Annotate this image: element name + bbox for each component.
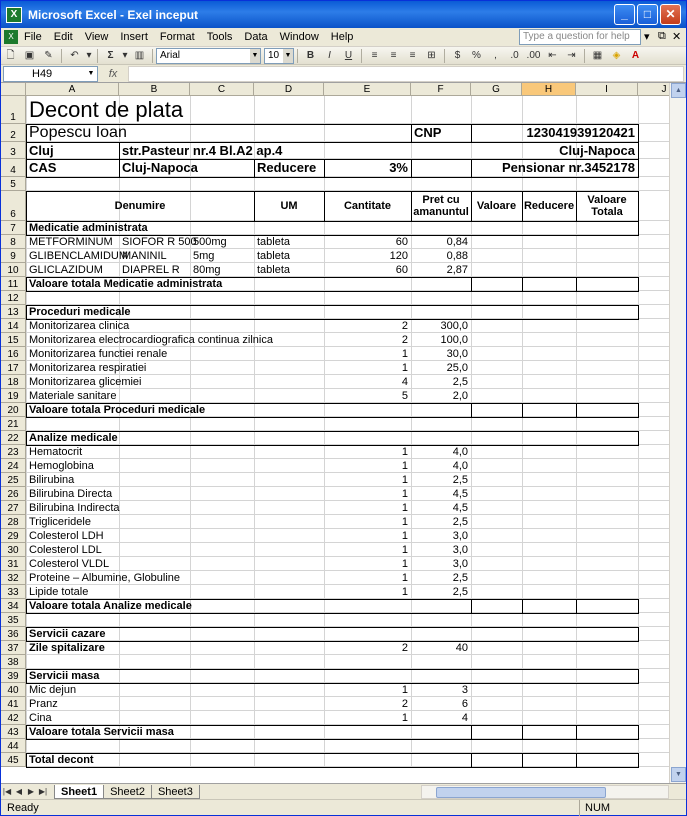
row-header[interactable]: 30 — [1, 543, 26, 557]
cell-f29[interactable]: 3,0 — [452, 530, 468, 542]
cell-f32[interactable]: 2,5 — [452, 572, 468, 584]
cell-border — [522, 599, 523, 613]
cell-a8[interactable]: METFORMINUM — [29, 236, 113, 248]
cell-border — [576, 753, 577, 767]
cell-e41[interactable]: 2 — [401, 698, 408, 710]
cell-a16[interactable]: Monitorizarea functiei renale — [29, 348, 168, 360]
cell-border — [638, 124, 639, 177]
cell-f31[interactable]: 3,0 — [452, 558, 468, 570]
cell-i6[interactable]: Valoare Totala — [587, 194, 627, 218]
cell-g6[interactable]: Valoare — [476, 200, 517, 212]
cell-border — [26, 669, 639, 670]
cell-border — [638, 277, 639, 291]
row-header[interactable]: 18 — [1, 375, 26, 389]
cell-border — [522, 277, 523, 291]
cell-e10[interactable]: 60 — [395, 264, 408, 276]
window-title: Microsoft Excel - Exel inceput — [28, 7, 199, 22]
menu-tools[interactable]: Tools — [206, 31, 233, 43]
cell-border — [638, 403, 639, 417]
row-header[interactable]: 24 — [1, 459, 26, 473]
row-header[interactable]: 26 — [1, 487, 26, 501]
row-header[interactable]: 2 — [1, 124, 26, 142]
cell-a13[interactable]: Proceduri medicale — [29, 306, 131, 318]
row-header[interactable]: 6 — [1, 191, 26, 221]
cell-border — [26, 767, 639, 768]
prev-sheet-icon[interactable]: ◀ — [15, 787, 23, 796]
chevron-down-icon: ▼ — [250, 49, 260, 63]
cell-border — [26, 613, 639, 614]
scroll-down-icon[interactable]: ▼ — [671, 767, 686, 782]
menu-data[interactable]: Data — [244, 31, 268, 43]
cell-a17[interactable]: Monitorizarea respiratiei — [29, 362, 147, 374]
row-header[interactable]: 42 — [1, 711, 26, 725]
cell-c8[interactable]: 500mg — [193, 236, 227, 248]
cell-a11[interactable]: Valoare totala Medicatie administrata — [29, 278, 223, 290]
cell-e31[interactable]: 1 — [401, 558, 408, 570]
cell-a1[interactable]: Decont de plata — [29, 97, 184, 122]
minimize-button[interactable]: _ — [614, 4, 635, 25]
cell-f10[interactable]: 2,87 — [446, 264, 468, 276]
align-left-icon[interactable]: ≡ — [371, 49, 378, 61]
close-button[interactable]: ✕ — [660, 4, 681, 25]
status-text: Ready — [7, 802, 39, 814]
cell-a26[interactable]: Bilirubina Directa — [29, 488, 113, 500]
row-header[interactable]: 7 — [1, 221, 26, 235]
row-header[interactable]: 1 — [1, 96, 26, 124]
cell-border — [471, 753, 472, 767]
cell-f42[interactable]: 4 — [461, 712, 468, 724]
cell-border — [522, 725, 523, 739]
menu-format[interactable]: Format — [159, 31, 195, 43]
cell-e32[interactable]: 1 — [401, 572, 408, 584]
cell-border — [471, 277, 472, 291]
cell-e29[interactable]: 1 — [401, 530, 408, 542]
cell-a10[interactable]: GLICLAZIDUM — [29, 264, 103, 276]
cell-a4[interactable]: CAS — [29, 160, 57, 175]
help-search-input[interactable]: Type a question for help — [519, 29, 641, 45]
select-all-corner[interactable] — [1, 83, 26, 96]
cell-h6[interactable]: Reducere — [523, 200, 575, 212]
cell-border — [471, 403, 472, 417]
cell-f25[interactable]: 2,5 — [452, 474, 468, 486]
cell-b9[interactable]: MANINIL — [122, 250, 167, 262]
cell-f19[interactable]: 2,0 — [452, 390, 468, 402]
row-header[interactable]: 9 — [1, 249, 26, 263]
row-header[interactable]: 21 — [1, 417, 26, 431]
cell-border — [522, 753, 523, 767]
fx-icon[interactable]: fx — [108, 67, 118, 80]
cell-a39[interactable]: Servicii masa — [29, 670, 100, 682]
cell-c10[interactable]: 80mg — [193, 264, 221, 276]
increase-decimal-icon[interactable]: .0 — [510, 49, 519, 61]
menu-bar — [1, 28, 686, 47]
chart-wizard-icon[interactable]: ▥ — [134, 49, 145, 61]
cell-f41[interactable]: 6 — [461, 698, 468, 710]
row-header[interactable]: 22 — [1, 431, 26, 445]
cell-border — [638, 725, 639, 739]
cell-c9[interactable]: 5mg — [193, 250, 215, 262]
cell-a32[interactable]: Proteine – Albumine, Globuline — [29, 572, 181, 584]
sheet-tab-sheet1[interactable]: Sheet1 — [54, 785, 104, 799]
restore-workbook-icon[interactable]: ⧉ — [658, 30, 666, 42]
status-bar — [1, 799, 686, 815]
fill-color-icon[interactable]: ◈ — [612, 49, 621, 61]
cell-gi2[interactable]: 123041939120421 — [526, 125, 635, 140]
cell-e6[interactable]: Cantitate — [343, 200, 392, 212]
row-header[interactable]: 32 — [1, 571, 26, 585]
cell-f24[interactable]: 4,0 — [452, 460, 468, 472]
cell-d4[interactable]: Reducere — [257, 160, 317, 175]
cell-border — [638, 599, 639, 613]
align-right-icon[interactable]: ≡ — [409, 49, 416, 61]
row-header[interactable]: 25 — [1, 473, 26, 487]
cell-e33[interactable]: 1 — [401, 586, 408, 598]
row-header[interactable]: 14 — [1, 319, 26, 333]
name-box[interactable]: H49 ▼ — [3, 66, 98, 82]
row-header[interactable]: 10 — [1, 263, 26, 277]
row-header[interactable]: 11 — [1, 277, 26, 291]
cell-border — [471, 599, 472, 613]
outdent-icon[interactable]: ⇤ — [548, 49, 557, 61]
cell-f40[interactable]: 3 — [461, 684, 468, 696]
first-sheet-icon[interactable]: |◀ — [2, 787, 12, 796]
new-icon[interactable]: 🗋 — [6, 49, 15, 61]
font-color-icon[interactable]: A — [631, 49, 640, 61]
cell-e23[interactable]: 1 — [401, 446, 408, 458]
row-header[interactable]: 27 — [1, 501, 26, 515]
cell-f30[interactable]: 3,0 — [452, 544, 468, 556]
row-header[interactable]: 39 — [1, 669, 26, 683]
sheet-tab-sheet2[interactable]: Sheet2 — [103, 785, 152, 799]
cell-f16[interactable]: 30,0 — [446, 348, 468, 360]
excel-app-icon[interactable]: X — [6, 7, 22, 23]
row-header[interactable]: 40 — [1, 683, 26, 697]
cell-a43[interactable]: Valoare totala Servicii masa — [29, 726, 174, 738]
cell-e30[interactable]: 1 — [401, 544, 408, 556]
cell-f37[interactable]: 40 — [455, 642, 468, 654]
cell-f18[interactable]: 2,5 — [452, 376, 468, 388]
row-header[interactable]: 4 — [1, 159, 26, 177]
cell-f26[interactable]: 4,5 — [452, 488, 468, 500]
menu-insert[interactable]: Insert — [120, 31, 148, 43]
row-header[interactable]: 44 — [1, 739, 26, 753]
column-header-d[interactable]: D — [254, 83, 324, 96]
title-bar — [1, 1, 686, 28]
cell-f23[interactable]: 4,0 — [452, 446, 468, 458]
cell-a37[interactable]: Zile spitalizare — [29, 642, 105, 654]
column-header-i[interactable]: I — [576, 83, 638, 96]
column-header-f[interactable]: F — [411, 83, 471, 96]
cell-a3[interactable]: Cluj — [29, 143, 54, 158]
horizontal-scrollbar[interactable] — [421, 785, 669, 799]
row-header[interactable]: 20 — [1, 403, 26, 417]
workbook-icon[interactable]: X — [4, 30, 18, 44]
indent-icon[interactable]: ⇥ — [567, 49, 576, 61]
cell-e42[interactable]: 1 — [401, 712, 408, 724]
cell-f2[interactable]: CNP — [414, 125, 442, 140]
sheet-tab-sheet3[interactable]: Sheet3 — [151, 785, 200, 799]
cell-border — [26, 417, 639, 418]
sheet-tab-bar — [1, 783, 686, 799]
cell-f6[interactable]: Pret cu amanuntul — [413, 194, 469, 218]
cell-a36[interactable]: Servicii cazare — [29, 628, 106, 640]
row-header[interactable]: 37 — [1, 641, 26, 655]
toolbar — [1, 47, 686, 65]
close-workbook-icon[interactable]: ✕ — [672, 31, 682, 43]
cell-border — [576, 599, 577, 613]
column-header-a[interactable]: A — [26, 83, 119, 96]
cell-border — [638, 191, 639, 221]
cell-d10[interactable]: tableta — [257, 264, 291, 276]
formula-bar — [1, 65, 686, 83]
column-header-h[interactable]: H — [522, 83, 576, 96]
cell-ac6[interactable]: Denumire — [114, 200, 166, 212]
row-header[interactable]: 17 — [1, 361, 26, 375]
cell-e8[interactable]: 60 — [395, 236, 408, 248]
cell-a30[interactable]: Colesterol LDL — [29, 544, 102, 556]
cell-a42[interactable]: Cina — [29, 712, 52, 724]
cell-f28[interactable]: 2,5 — [452, 516, 468, 528]
cell-e17[interactable]: 1 — [401, 362, 408, 374]
cell-border — [638, 753, 639, 767]
cell-a31[interactable]: Colesterol VLDL — [29, 558, 110, 570]
cell-border — [522, 403, 523, 417]
row-header[interactable]: 41 — [1, 697, 26, 711]
paste-format-icon[interactable]: ✎ — [44, 49, 53, 61]
merge-center-icon[interactable]: ⊞ — [427, 49, 436, 61]
maximize-button[interactable]: □ — [637, 4, 658, 25]
cell-b3[interactable]: str.Pasteur nr.4 Bl.A2 ap.4 — [122, 143, 283, 158]
cell-b4[interactable]: Cluj-Napoca — [122, 160, 198, 175]
currency-icon[interactable]: $ — [454, 49, 461, 61]
autosum-dropdown-icon[interactable]: ▾ — [122, 49, 128, 61]
row-header[interactable]: 12 — [1, 291, 26, 305]
cell-e16[interactable]: 1 — [401, 348, 408, 360]
column-header-e[interactable]: E — [324, 83, 411, 96]
cell-border — [26, 739, 639, 740]
menu-window[interactable]: Window — [279, 31, 319, 43]
decrease-decimal-icon[interactable]: .00 — [526, 49, 541, 61]
row-header[interactable]: 23 — [1, 445, 26, 459]
cell-b10[interactable]: DIAPREL R — [122, 264, 180, 276]
percent-icon[interactable]: % — [472, 49, 481, 61]
cell-f33[interactable]: 2,5 — [452, 586, 468, 598]
cell-border — [638, 627, 639, 641]
cell-border — [638, 305, 639, 319]
cell-border — [26, 753, 639, 754]
cell-e4[interactable]: 3% — [389, 160, 408, 175]
row-header[interactable]: 33 — [1, 585, 26, 599]
cell-a27[interactable]: Bilirubina Indirecta — [29, 502, 120, 514]
cell-a24[interactable]: Hemoglobina — [29, 460, 94, 472]
menu-file[interactable]: File — [24, 31, 42, 43]
cell-a23[interactable]: Hematocrit — [29, 446, 83, 458]
cell-f9[interactable]: 0,88 — [446, 250, 468, 262]
cell-a33[interactable]: Lipide totale — [29, 586, 89, 598]
underline-icon[interactable]: U — [344, 49, 353, 61]
cell-border — [26, 291, 639, 292]
cell-e19[interactable]: 5 — [401, 390, 408, 402]
cell-e40[interactable]: 1 — [401, 684, 408, 696]
cell-a18[interactable]: Monitorizarea glicemiei — [29, 376, 142, 388]
bold-icon[interactable]: B — [306, 49, 315, 61]
cell-border — [26, 627, 639, 628]
cell-border — [638, 221, 639, 235]
vertical-scrollbar[interactable] — [669, 83, 686, 783]
chevron-down-icon: ▼ — [283, 49, 293, 63]
font-size-select[interactable]: 10 ▼ — [264, 48, 294, 64]
cell-a2[interactable]: Popescu Ioan — [29, 124, 127, 141]
align-center-icon[interactable]: ≡ — [390, 49, 397, 61]
cell-a14[interactable]: Monitorizarea clinica — [29, 320, 130, 332]
menu-edit[interactable]: Edit — [53, 31, 73, 43]
borders-icon[interactable]: ▦ — [592, 49, 603, 61]
italic-icon[interactable]: I — [328, 49, 331, 61]
row-header[interactable]: 31 — [1, 557, 26, 571]
cell-a9[interactable]: GLIBENCLAMIDUM — [29, 250, 129, 262]
cell-border — [576, 725, 577, 739]
cell-gi4[interactable]: Pensionar nr.3452178 — [502, 160, 635, 175]
cell-a34[interactable]: Valoare totala Analize medicale — [29, 600, 192, 612]
cell-border — [576, 403, 577, 417]
cell-d9[interactable]: tableta — [257, 250, 291, 262]
cell-border — [26, 177, 639, 178]
row-header[interactable]: 29 — [1, 529, 26, 543]
chevron-down-icon: ▼ — [87, 69, 95, 77]
cell-border — [638, 669, 639, 683]
column-header-g[interactable]: G — [471, 83, 522, 96]
cell-border — [411, 159, 412, 177]
num-lock-indicator: NUM — [579, 800, 619, 816]
cell-f8[interactable]: 0,84 — [446, 236, 468, 248]
spreadsheet-grid[interactable] — [1, 83, 669, 783]
cell-border — [471, 725, 472, 739]
row-header[interactable]: 16 — [1, 347, 26, 361]
cell-a41[interactable]: Pranz — [29, 698, 58, 710]
cell-a25[interactable]: Bilirubina — [29, 474, 75, 486]
last-sheet-icon[interactable]: ▶| — [38, 787, 48, 796]
row-header[interactable]: 38 — [1, 655, 26, 669]
cell-d8[interactable]: tableta — [257, 236, 291, 248]
column-header-b[interactable]: B — [119, 83, 190, 96]
cell-e26[interactable]: 1 — [401, 488, 408, 500]
cell-a15[interactable]: Monitorizarea electrocardiografica continua zilnica — [29, 334, 273, 346]
cell-b8[interactable]: SIOFOR R 500 — [122, 236, 197, 248]
cell-border — [576, 277, 577, 291]
font-name-select[interactable]: Arial ▼ — [156, 48, 261, 64]
cell-f27[interactable]: 4,5 — [452, 502, 468, 514]
cell-a22[interactable]: Analize medicale — [29, 432, 118, 444]
save-icon[interactable]: ▣ — [24, 49, 35, 61]
cell-e9[interactable]: 120 — [389, 250, 408, 262]
cell-f15[interactable]: 100,0 — [440, 334, 468, 346]
scroll-up-icon[interactable]: ▲ — [671, 83, 686, 98]
cell-f17[interactable]: 25,0 — [446, 362, 468, 374]
cell-hi3[interactable]: Cluj-Napoca — [559, 143, 635, 158]
row-header[interactable]: 8 — [1, 235, 26, 249]
cell-a20[interactable]: Valoare totala Proceduri medicale — [29, 404, 206, 416]
cell-e18[interactable]: 4 — [401, 376, 408, 388]
cell-a28[interactable]: Trigliceridele — [29, 516, 91, 528]
row-header[interactable]: 45 — [1, 753, 26, 767]
cell-e28[interactable]: 1 — [401, 516, 408, 528]
next-sheet-icon[interactable]: ▶ — [27, 787, 35, 796]
row-header[interactable]: 35 — [1, 613, 26, 627]
menu-view[interactable]: View — [84, 31, 109, 43]
help-dropdown-icon[interactable]: ▾ — [644, 31, 650, 43]
undo-icon[interactable]: ↶ — [70, 49, 79, 61]
column-header-j[interactable]: J — [638, 83, 669, 96]
menu-help[interactable]: Help — [330, 31, 354, 43]
cell-e24[interactable]: 1 — [401, 460, 408, 472]
cell-e25[interactable]: 1 — [401, 474, 408, 486]
cell-border — [638, 431, 639, 445]
cell-a45[interactable]: Total decont — [29, 754, 94, 766]
cell-e14[interactable]: 2 — [401, 320, 408, 332]
cell-a7[interactable]: Medicatie administrata — [29, 222, 148, 234]
column-header-c[interactable]: C — [190, 83, 254, 96]
autosum-icon[interactable]: Σ — [107, 49, 114, 61]
formula-input[interactable] — [128, 66, 684, 82]
cell-d6[interactable]: UM — [280, 200, 298, 212]
row-header[interactable]: 5 — [1, 177, 26, 191]
comma-icon[interactable]: , — [494, 49, 497, 61]
row-header[interactable]: 15 — [1, 333, 26, 347]
row-header[interactable]: 28 — [1, 515, 26, 529]
row-header[interactable]: 36 — [1, 627, 26, 641]
cell-a40[interactable]: Mic dejun — [29, 684, 77, 696]
undo-dropdown-icon[interactable]: ▾ — [86, 49, 92, 61]
row-header[interactable]: 19 — [1, 389, 26, 403]
cell-a29[interactable]: Colesterol LDH — [29, 530, 104, 542]
scroll-thumb[interactable] — [436, 787, 606, 798]
row-header[interactable]: 3 — [1, 142, 26, 159]
cell-e15[interactable]: 2 — [401, 334, 408, 346]
row-header[interactable]: 13 — [1, 305, 26, 319]
cell-f14[interactable]: 300,0 — [440, 320, 468, 332]
cell-e27[interactable]: 1 — [401, 502, 408, 514]
cell-a19[interactable]: Materiale sanitare — [29, 390, 117, 402]
row-header[interactable]: 34 — [1, 599, 26, 613]
cell-e37[interactable]: 2 — [401, 642, 408, 654]
row-header[interactable]: 43 — [1, 725, 26, 739]
